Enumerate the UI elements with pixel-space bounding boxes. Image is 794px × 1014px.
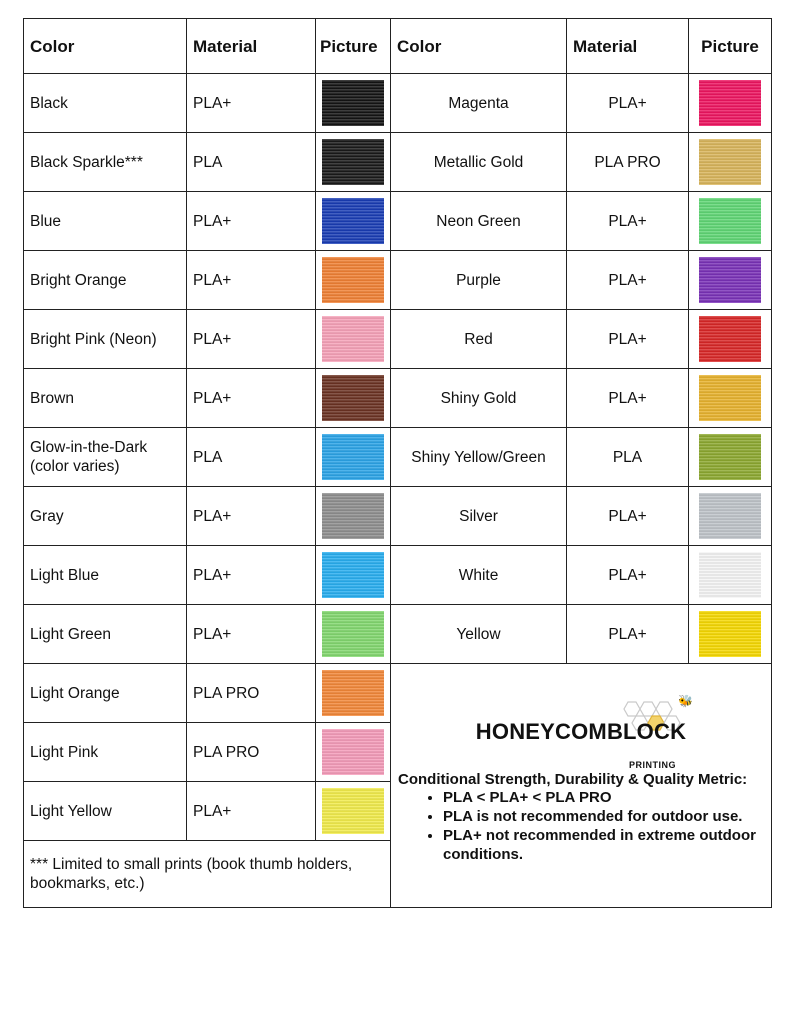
material-cell: PLA+ — [567, 74, 689, 133]
material-cell: PLA+ — [187, 310, 316, 369]
right-row-filament-spool-image — [699, 198, 761, 244]
material-cell: PLA+ — [187, 546, 316, 605]
brand-info-panel — [391, 664, 772, 908]
header-row — [24, 19, 772, 74]
left-row-filament-spool-image — [322, 139, 384, 185]
color-name-cell: Blue — [24, 192, 187, 251]
color-name-cell: Red — [391, 310, 567, 369]
right-row-picture-cell — [689, 487, 772, 546]
color-name-cell: Silver — [391, 487, 567, 546]
header-material-left: Material — [187, 19, 316, 74]
bee-icon: 🐝 — [678, 694, 693, 708]
left-row-filament-spool-image — [322, 729, 384, 775]
material-cell: PLA — [187, 428, 316, 487]
brand-subtitle: PRINTING — [629, 760, 677, 770]
material-cell: PLA+ — [187, 192, 316, 251]
metric-title: Conditional Strength, Durability & Quality Metric: — [398, 771, 748, 788]
material-cell: PLA+ — [187, 369, 316, 428]
left-row-picture-cell — [316, 310, 391, 369]
left-row-filament-spool-image — [322, 434, 384, 480]
left-row-picture-cell — [316, 664, 391, 723]
color-name-cell: Purple — [391, 251, 567, 310]
material-cell: PLA+ — [187, 487, 316, 546]
color-name-cell: Yellow — [391, 605, 567, 664]
right-row-picture-cell — [689, 605, 772, 664]
right-row-filament-spool-image — [699, 611, 761, 657]
material-cell: PLA+ — [567, 369, 689, 428]
table-row — [24, 664, 772, 723]
left-row-picture-cell — [316, 192, 391, 251]
left-row-filament-spool-image — [322, 375, 384, 421]
left-row-filament-spool-image — [322, 552, 384, 598]
material-cell: PLA+ — [187, 74, 316, 133]
table-row — [24, 369, 772, 428]
material-cell: PLA — [187, 133, 316, 192]
table-row — [24, 192, 772, 251]
color-name-cell: Brown — [24, 369, 187, 428]
filament-color-table — [23, 18, 772, 908]
color-name-cell: White — [391, 546, 567, 605]
right-row-filament-spool-image — [699, 493, 761, 539]
left-row-picture-cell — [316, 546, 391, 605]
color-name-cell: Shiny Gold — [391, 369, 567, 428]
right-row-filament-spool-image — [699, 80, 761, 126]
header-picture-left: Picture — [316, 19, 391, 74]
right-row-filament-spool-image — [699, 434, 761, 480]
table-row — [24, 133, 772, 192]
footnote: *** Limited to small prints (book thumb holders, bookmarks, etc.) — [24, 841, 391, 908]
material-cell: PLA PRO — [187, 664, 316, 723]
right-row-picture-cell — [689, 546, 772, 605]
material-cell: PLA — [567, 428, 689, 487]
right-row-filament-spool-image — [699, 257, 761, 303]
left-row-filament-spool-image — [322, 788, 384, 834]
left-row-filament-spool-image — [322, 670, 384, 716]
table-row — [24, 605, 772, 664]
left-row-filament-spool-image — [322, 257, 384, 303]
right-row-picture-cell — [689, 428, 772, 487]
color-name-cell: Light Orange — [24, 664, 187, 723]
color-name-cell: Metallic Gold — [391, 133, 567, 192]
list-item: • PLA < PLA+ < PLA PRO — [443, 788, 773, 807]
right-row-picture-cell — [689, 74, 772, 133]
table-row — [24, 310, 772, 369]
left-row-filament-spool-image — [322, 316, 384, 362]
left-row-picture-cell — [316, 428, 391, 487]
left-row-filament-spool-image — [322, 611, 384, 657]
material-cell: PLA+ — [567, 605, 689, 664]
color-name-cell: Light Pink — [24, 723, 187, 782]
left-row-filament-spool-image — [322, 493, 384, 539]
color-name-cell: Light Blue — [24, 546, 187, 605]
material-cell: PLA+ — [567, 192, 689, 251]
left-row-picture-cell — [316, 782, 391, 841]
left-row-filament-spool-image — [322, 80, 384, 126]
color-name-cell: Light Yellow — [24, 782, 187, 841]
material-cell: PLA+ — [187, 782, 316, 841]
table-row — [24, 428, 772, 487]
color-name-cell: Bright Orange — [24, 251, 187, 310]
right-row-filament-spool-image — [699, 139, 761, 185]
color-name-cell: Light Green — [24, 605, 187, 664]
table-row — [24, 251, 772, 310]
material-cell: PLA+ — [567, 546, 689, 605]
material-cell: PLA+ — [567, 310, 689, 369]
right-row-picture-cell — [689, 251, 772, 310]
color-name-cell: Glow-in-the-Dark (color varies) — [24, 428, 187, 487]
header-picture-right: Picture — [689, 19, 772, 74]
left-row-picture-cell — [316, 74, 391, 133]
color-name-cell: Black — [24, 74, 187, 133]
right-row-picture-cell — [689, 369, 772, 428]
right-row-filament-spool-image — [699, 552, 761, 598]
color-name-cell: Black Sparkle*** — [24, 133, 187, 192]
header-color-left: Color — [24, 19, 187, 74]
brand-name: HONEYCOMBLOCK — [475, 719, 687, 744]
left-row-filament-spool-image — [322, 198, 384, 244]
table-row — [24, 74, 772, 133]
header-material-right: Material — [567, 19, 689, 74]
right-row-picture-cell — [689, 310, 772, 369]
left-row-picture-cell — [316, 605, 391, 664]
right-row-filament-spool-image — [699, 316, 761, 362]
right-row-picture-cell — [689, 192, 772, 251]
left-row-picture-cell — [316, 133, 391, 192]
left-row-picture-cell — [316, 251, 391, 310]
left-row-picture-cell — [316, 723, 391, 782]
color-name-cell: Bright Pink (Neon) — [24, 310, 187, 369]
table-row — [24, 546, 772, 605]
metric-list — [417, 788, 773, 864]
color-name-cell: Magenta — [391, 74, 567, 133]
list-item: • PLA+ not recommended in extreme outdoor conditions. — [443, 826, 773, 864]
header-color-right: Color — [391, 19, 567, 74]
table-row — [24, 487, 772, 546]
material-cell: PLA+ — [187, 605, 316, 664]
color-name-cell: Gray — [24, 487, 187, 546]
left-row-picture-cell — [316, 369, 391, 428]
material-cell: PLA PRO — [567, 133, 689, 192]
color-name-cell: Neon Green — [391, 192, 567, 251]
right-row-picture-cell — [689, 133, 772, 192]
right-row-filament-spool-image — [699, 375, 761, 421]
material-cell: PLA+ — [567, 487, 689, 546]
color-name-cell: Shiny Yellow/Green — [391, 428, 567, 487]
list-item: • PLA is not recommended for outdoor use. — [443, 807, 773, 826]
material-cell: PLA+ — [567, 251, 689, 310]
material-cell: PLA PRO — [187, 723, 316, 782]
left-row-picture-cell — [316, 487, 391, 546]
material-cell: PLA+ — [187, 251, 316, 310]
